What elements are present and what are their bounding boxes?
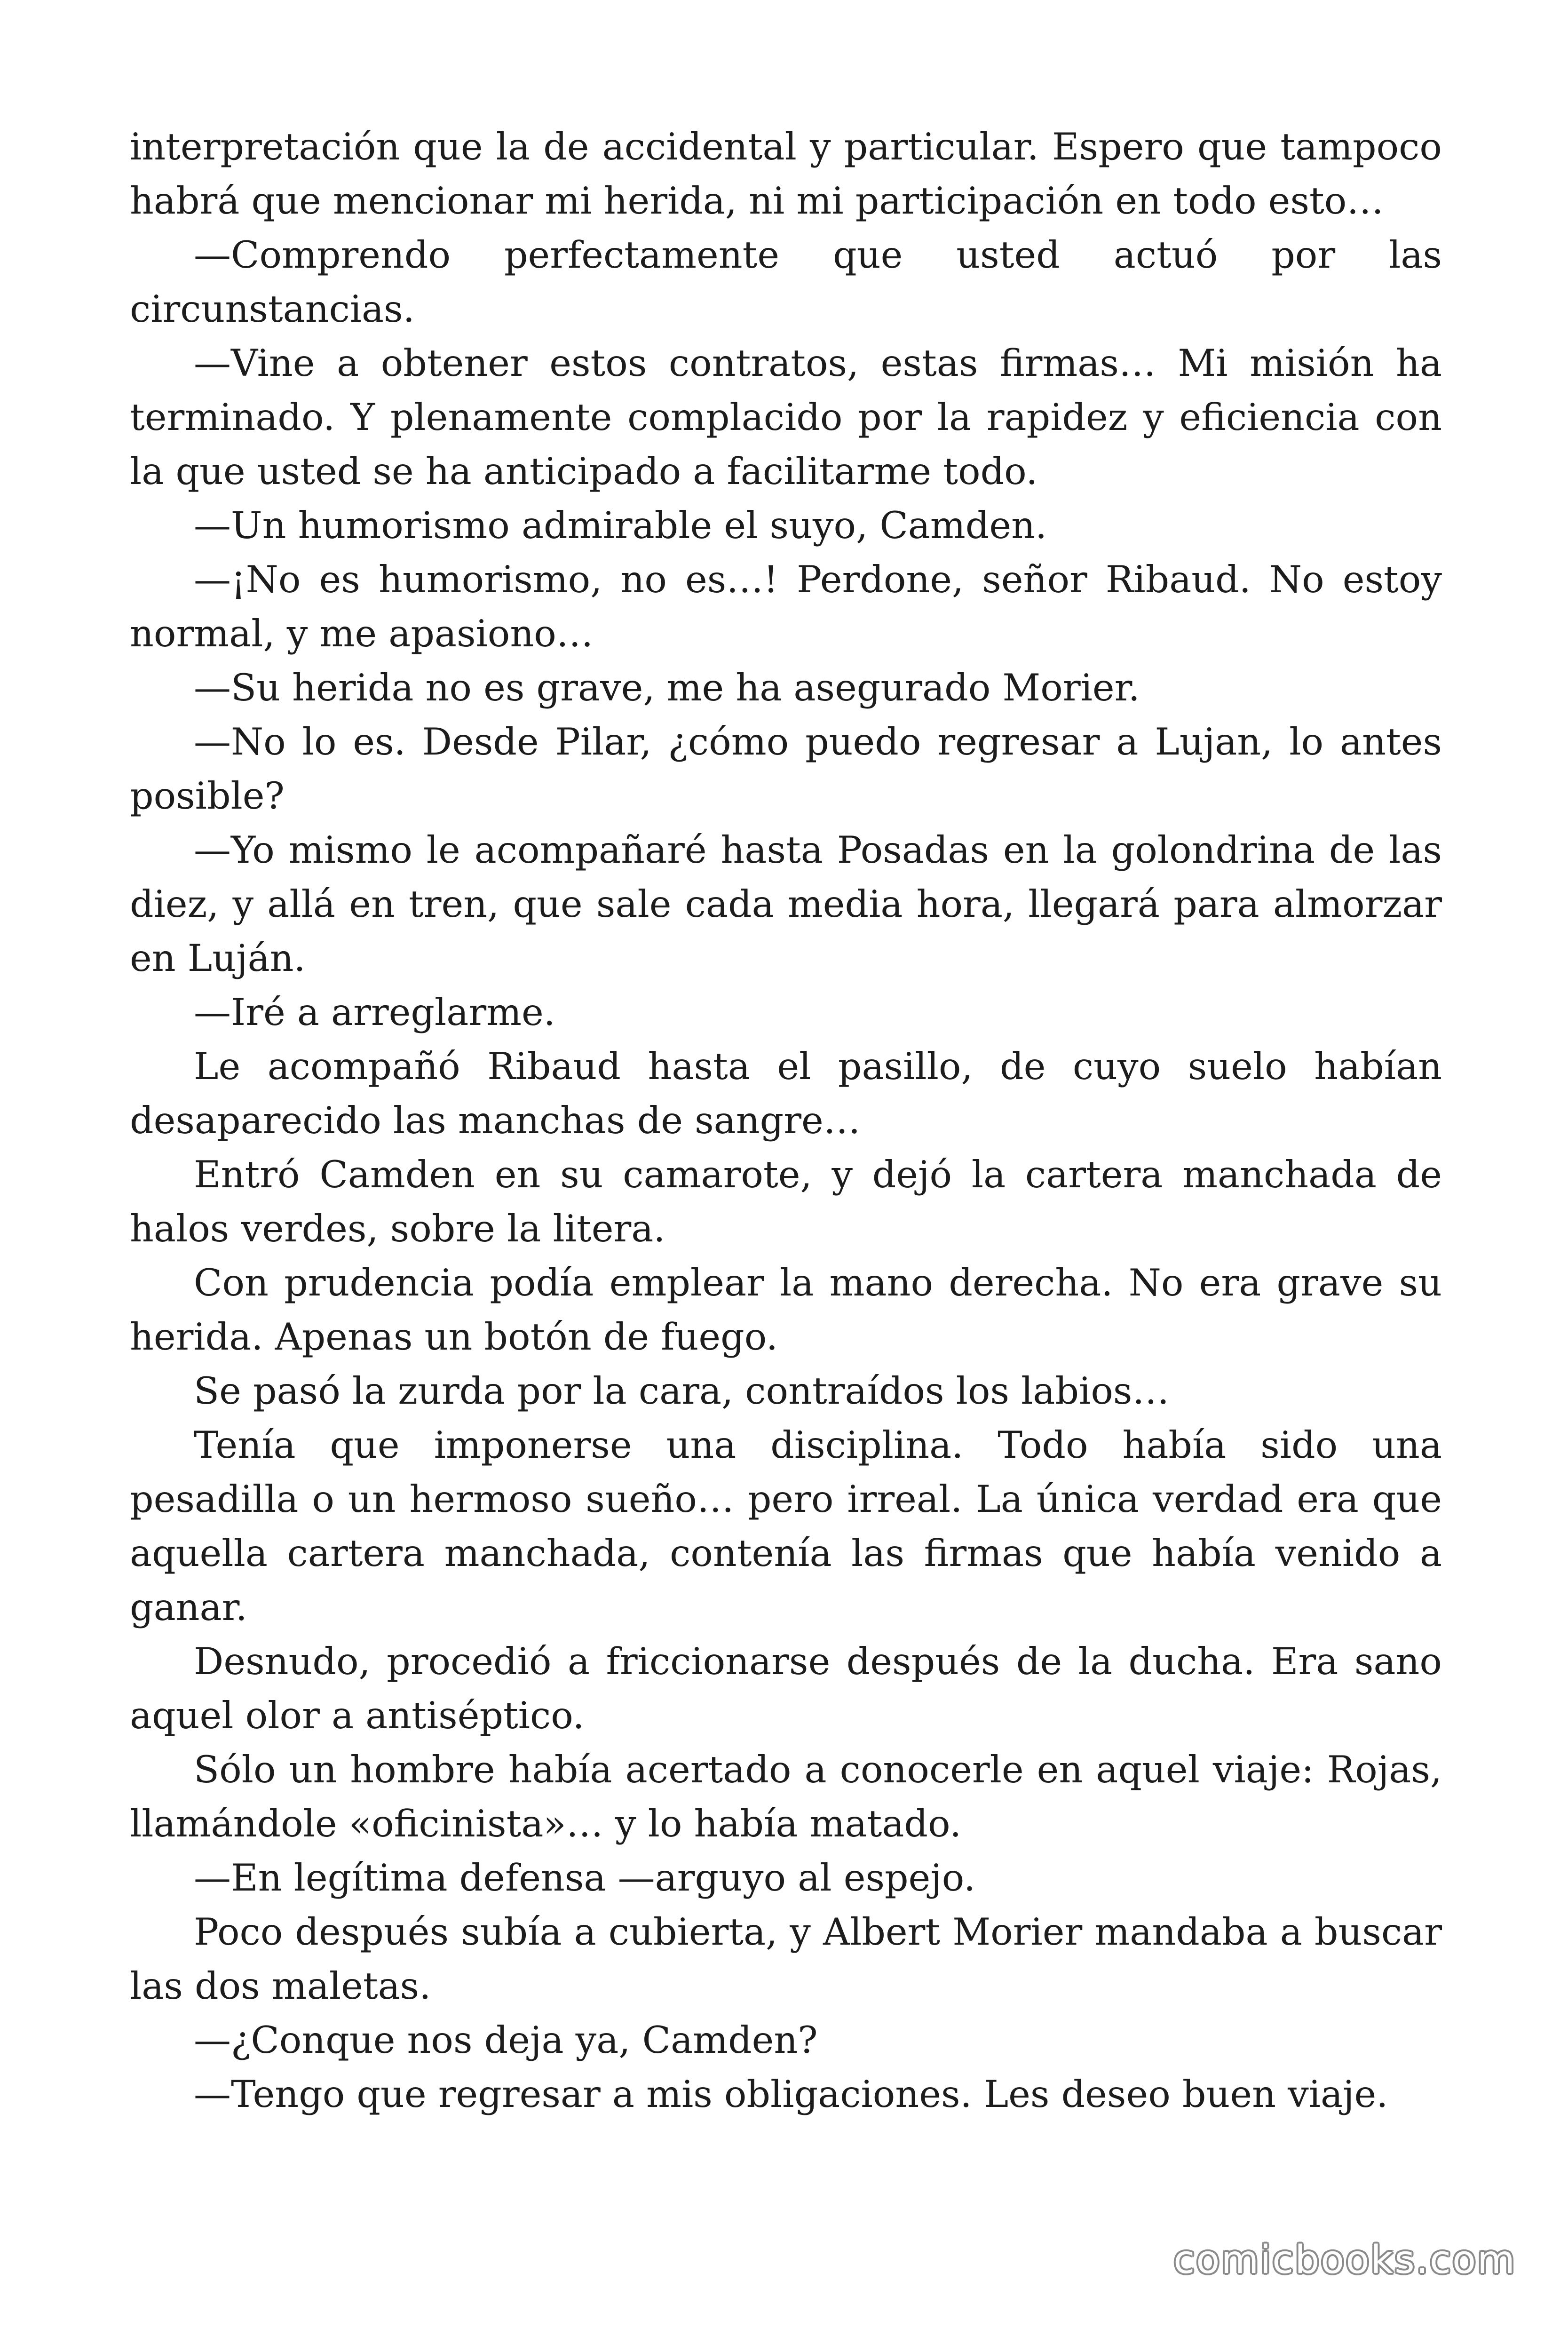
- paragraph: —Tengo que regresar a mis obligaciones. Les deseo buen viaje.: [194, 2073, 1388, 2116]
- paragraph: Tenía que imponerse una disciplina. Todo había sido una pesadilla o un hermoso sueño… pero irreal. La única verdad era que aquella cartera manchada, contenía las firmas que había venido a ganar.: [130, 1423, 1442, 1629]
- paragraph: Desnudo, procedió a friccionarse después de la ducha. Era sano aquel olor a antiséptico.: [130, 1640, 1442, 1737]
- paragraph: Se pasó la zurda por la cara, contraídos los labios…: [194, 1369, 1170, 1413]
- paragraph: —No lo es. Desde Pilar, ¿cómo puedo regresar a Lujan, lo antes posible?: [130, 720, 1442, 818]
- paragraph: Sólo un hombre había acertado a conocerle en aquel viaje: Rojas, llamándole «oficinista»… y lo había matado.: [130, 1748, 1442, 1845]
- paragraph: —Su herida no es grave, me ha asegurado Morier.: [194, 666, 1140, 709]
- paragraph: —Un humorismo admirable el suyo, Camden.: [194, 504, 1047, 547]
- paragraph: Entró Camden en su camarote, y dejó la cartera manchada de halos verdes, sobre la litera.: [130, 1153, 1442, 1250]
- paragraph: —Vine a obtener estos contratos, estas firmas… Mi misión ha terminado. Y plenamente complacido por la rapidez y eficiencia con la que usted se ha anticipado a facilitarme todo.: [130, 342, 1442, 493]
- body-text: [130, 120, 1442, 2122]
- watermark: comicbooks.com: [1173, 2238, 1516, 2282]
- paragraph: —Comprendo perfectamente que usted actuó por las circunstancias.: [130, 233, 1442, 331]
- paragraph: —En legítima defensa —arguyo al espejo.: [194, 1856, 976, 1899]
- paragraph: —Iré a arreglarme.: [194, 991, 555, 1034]
- paragraph: —¿Conque nos deja ya, Camden?: [194, 2018, 818, 2062]
- paragraph: —¡No es humorismo, no es…! Perdone, señor Ribaud. No estoy normal, y me apasiono…: [130, 558, 1442, 655]
- paragraph: Poco después subía a cubierta, y Albert Morier mandaba a buscar las dos maletas.: [130, 1910, 1442, 2008]
- paragraph: —Yo mismo le acompañaré hasta Posadas en la golondrina de las diez, y allá en tren, que sale cada media hora, llegará para almorzar en Luján.: [130, 828, 1442, 980]
- paragraph: Le acompañó Ribaud hasta el pasillo, de cuyo suelo habían desaparecido las manchas de sangre…: [130, 1045, 1442, 1142]
- paragraph: interpretación que la de accidental y particular. Espero que tampoco habrá que mencionar mi herida, ni mi participación en todo esto…: [130, 125, 1442, 222]
- paragraph: Con prudencia podía emplear la mano derecha. No era grave su herida. Apenas un botón de fuego.: [130, 1261, 1442, 1359]
